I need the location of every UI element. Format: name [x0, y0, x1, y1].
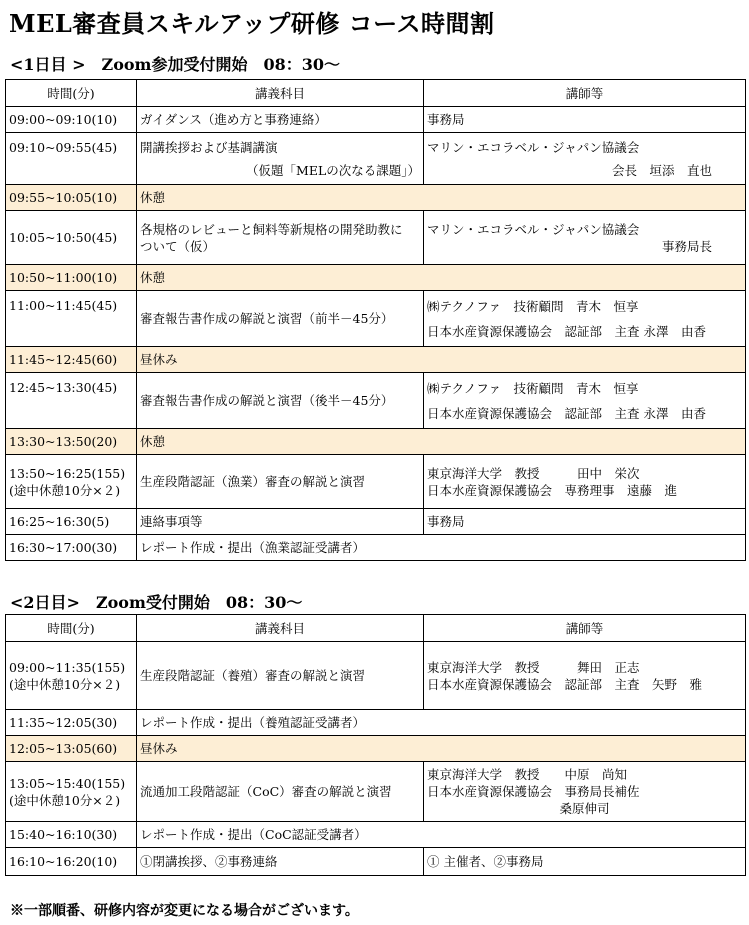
time-cell: 11:00~11:45(45) [6, 291, 137, 347]
lecturer-cell: ㈱テクノファ 技術顧問 青木 恒享 日本水産資源保護協会 認証部 主査 永澤 由香 [424, 291, 746, 347]
subject-cell: 休憩 [137, 185, 746, 211]
lecturer-cell: マリン・エコラベル・ジャパン協議会 会長 垣添 直也 [424, 133, 746, 185]
footer-note: ※一部順番、研修内容が変更になる場合がございます。 [10, 903, 359, 919]
subject-cell: レポート作成・提出（漁業認証受講者） [137, 535, 746, 561]
subject-cell: レポート作成・提出（養殖認証受講者） [137, 710, 746, 736]
day1-heading: <1日目 > Zoom参加受付開始 08：30～ [10, 55, 341, 74]
lecturer-cell: マリン・エコラベル・ジャパン協議会 事務局長 [424, 211, 746, 265]
table-row [6, 848, 746, 876]
break-row [6, 736, 746, 762]
day2-heading: <2日目> Zoom受付開始 08：30～ [10, 593, 303, 612]
header-subject: 講義科目 [137, 615, 424, 642]
lecturer-cell: ① 主催者、②事務局 [424, 848, 746, 876]
subject-cell: レポート作成・提出（CoC認証受講者） [137, 822, 746, 848]
table-row [6, 509, 746, 535]
time-cell: 13:50~16:25(155) (途中休憩10分×２) [6, 455, 137, 509]
table-row [6, 642, 746, 710]
table-row [6, 373, 746, 429]
time-cell: 12:05~13:05(60) [6, 736, 137, 762]
lecturer-cell: 事務局 [424, 509, 746, 535]
table-header-row [6, 80, 746, 107]
table-header-row [6, 615, 746, 642]
subject-cell: ガイダンス（進め方と事務連絡） [137, 107, 424, 133]
table-row [6, 822, 746, 848]
table-row [6, 291, 746, 347]
time-cell: 16:25~16:30(5) [6, 509, 137, 535]
time-cell: 13:30~13:50(20) [6, 429, 137, 455]
header-lecturer: 講師等 [424, 615, 746, 642]
subject-cell: ①閉講挨拶、②事務連絡 [137, 848, 424, 876]
subject-cell: 昼休み [137, 736, 746, 762]
header-subject: 講義科目 [137, 80, 424, 107]
day1-schedule-table [5, 79, 746, 561]
lecturer-cell: 事務局 [424, 107, 746, 133]
time-cell: 15:40~16:10(30) [6, 822, 137, 848]
time-cell: 16:10~16:20(10) [6, 848, 137, 876]
time-cell: 13:05~15:40(155) (途中休憩10分×２) [6, 762, 137, 822]
subject-cell: 休憩 [137, 265, 746, 291]
lecturer-cell: 東京海洋大学 教授 中原 尚知 日本水産資源保護協会 事務局長補佐 桑原伸司 [424, 762, 746, 822]
subject-cell: 連絡事項等 [137, 509, 424, 535]
subject-cell: 生産段階認証（漁業）審査の解説と演習 [137, 455, 424, 509]
lecturer-cell: ㈱テクノファ 技術顧問 青木 恒享 日本水産資源保護協会 認証部 主査 永澤 由香 [424, 373, 746, 429]
header-lecturer: 講師等 [424, 80, 746, 107]
time-cell: 12:45~13:30(45) [6, 373, 137, 429]
header-time: 時間(分) [6, 80, 137, 107]
subject-cell: 審査報告書作成の解説と演習（前半－45分） [137, 291, 424, 347]
table-row [6, 535, 746, 561]
time-cell: 11:35~12:05(30) [6, 710, 137, 736]
time-cell: 16:30~17:00(30) [6, 535, 137, 561]
break-row [6, 429, 746, 455]
table-row [6, 133, 746, 185]
table-row [6, 107, 746, 133]
time-cell: 09:00~09:10(10) [6, 107, 137, 133]
break-row [6, 347, 746, 373]
day2-schedule-table [5, 614, 746, 876]
subject-cell: 生産段階認証（養殖）審査の解説と演習 [137, 642, 424, 710]
subject-cell: 各規格のレビューと飼料等新規格の開発助教に ついて（仮） [137, 211, 424, 265]
subject-cell: 流通加工段階認証（CoC）審査の解説と演習 [137, 762, 424, 822]
table-row [6, 211, 746, 265]
time-cell: 09:00~11:35(155) (途中休憩10分×２) [6, 642, 137, 710]
lecturer-cell: 東京海洋大学 教授 田中 栄次 日本水産資源保護協会 専務理事 遠藤 進 [424, 455, 746, 509]
header-time: 時間(分) [6, 615, 137, 642]
time-cell: 09:10~09:55(45) [6, 133, 137, 185]
time-cell: 10:05~10:50(45) [6, 211, 137, 265]
table-row [6, 762, 746, 822]
subject-cell: 昼休み [137, 347, 746, 373]
subject-cell: 開講挨拶および基調講演 （仮題「MELの次なる課題」） [137, 133, 424, 185]
subject-cell: 休憩 [137, 429, 746, 455]
subject-cell: 審査報告書作成の解説と演習（後半－45分） [137, 373, 424, 429]
page-title: MEL審査員スキルアップ研修 コース時間割 [9, 9, 495, 38]
break-row [6, 265, 746, 291]
time-cell: 10:50~11:00(10) [6, 265, 137, 291]
table-row [6, 710, 746, 736]
lecturer-cell: 東京海洋大学 教授 舞田 正志 日本水産資源保護協会 認証部 主査 矢野 雅 [424, 642, 746, 710]
time-cell: 09:55~10:05(10) [6, 185, 137, 211]
table-row [6, 455, 746, 509]
time-cell: 11:45~12:45(60) [6, 347, 137, 373]
break-row [6, 185, 746, 211]
